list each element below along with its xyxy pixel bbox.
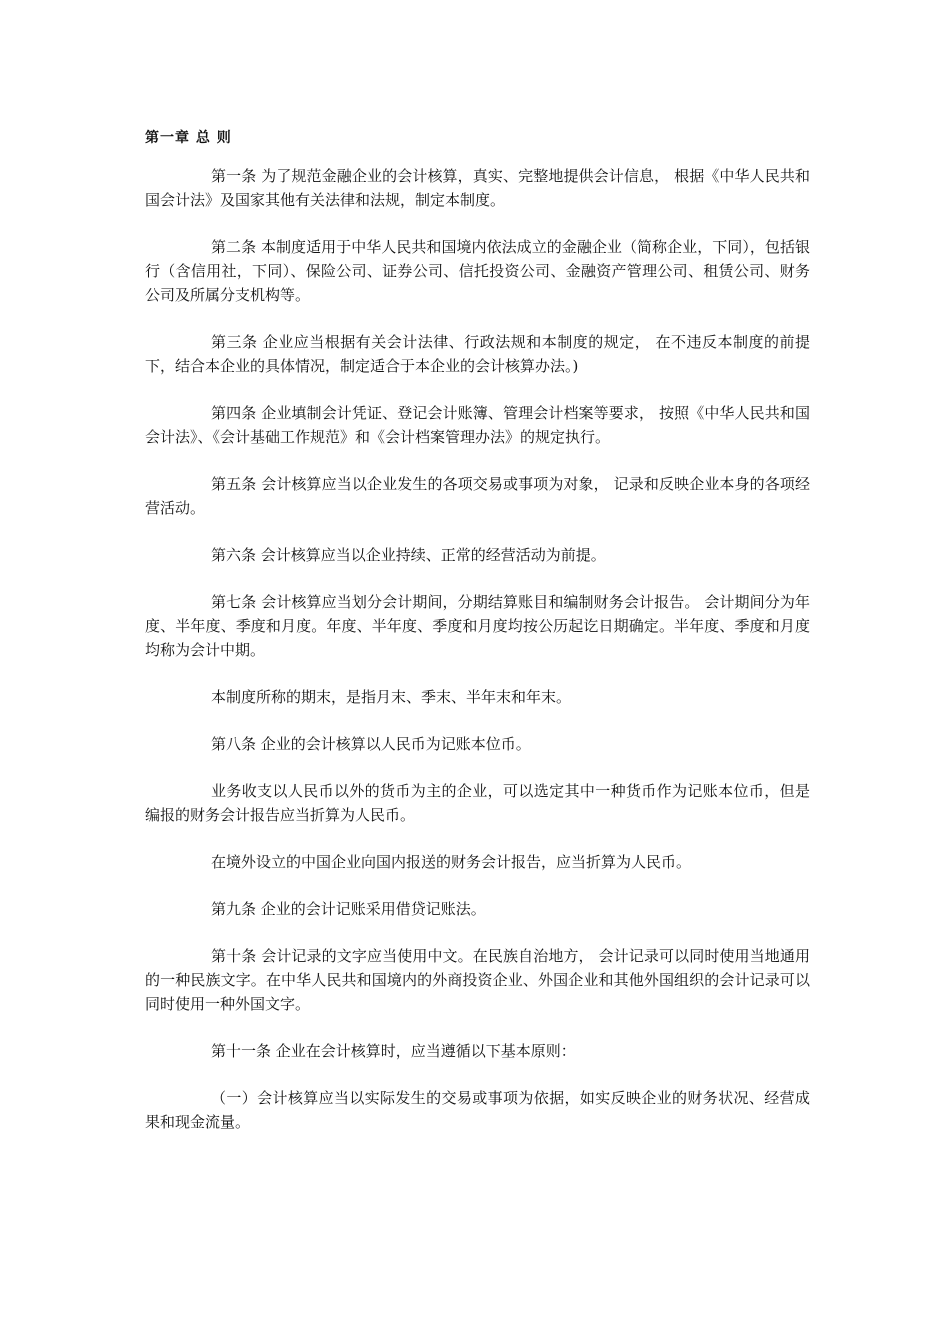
article-7-period-end: 本制度所称的期末，是指月末、季末、半年末和年末。 [211,688,572,706]
article-6: 第六条 会计核算应当以企业持续、正常的经营活动为前提。 [211,546,606,564]
article-11: 第十一条 企业在会计核算时，应当遵循以下基本原则： [211,1042,576,1060]
article-5: 第五条 会计核算应当以企业发生的各项交易或事项为对象， 记录和反映企业本身的各项经营活动。 [145,475,810,517]
chapter-title: 第一章 总 则 [145,130,232,146]
article-4: 第四条 企业填制会计凭证、登记会计账簿、管理会计档案等要求， 按照《中华人民共和国会计法》、《会计基础工作规范》和《会计档案管理办法》的规定执行。 [145,404,810,446]
article-8-overseas: 在境外设立的中国企业向国内报送的财务会计报告，应当折算为人民币。 [211,853,692,871]
article-11-item-1: （一）会计核算应当以实际发生的交易或事项为依据，如实反映企业的财务状况、经营成果和现金流量。 [145,1089,810,1131]
article-1: 第一条 为了规范金融企业的会计核算，真实、完整地提供会计信息， 根据《中华人民共和国会计法》及国家其他有关法律和法规，制定本制度。 [145,167,810,209]
document-body [145,126,810,1134]
article-8: 第八条 企业的会计核算以人民币为记账本位币。 [211,735,531,753]
article-8-foreign-currency: 业务收支以人民币以外的货币为主的企业，可以选定其中一种货币作为记账本位币，但是编报的财务会计报告应当折算为人民币。 [145,782,810,824]
article-7: 第七条 会计核算应当划分会计期间，分期结算账目和编制财务会计报告。 会计期间分为年度、半年度、季度和月度。年度、半年度、季度和月度均按公历起讫日期确定。半年度、季度和月度均称为会计中期。 [145,593,810,659]
article-3: 第三条 企业应当根据有关会计法律、行政法规和本制度的规定， 在不违反本制度的前提下，结合本企业的具体情况，制定适合于本企业的会计核算办法。) [145,333,810,375]
article-9: 第九条 企业的会计记账采用借贷记账法。 [211,900,486,918]
article-2: 第二条 本制度适用于中华人民共和国境内依法成立的金融企业（简称企业，下同），包括银行（含信用社，下同）、保险公司、证券公司、信托投资公司、金融资产管理公司、租赁公司、财务公司及所属分支机构等。 [145,238,810,304]
article-10: 第十条 会计记录的文字应当使用中文。在民族自治地方， 会计记录可以同时使用当地通用的一种民族文字。在中华人民共和国境内的外商投资企业、外国企业和其他外国组织的会计记录可以同时使用一种外国文字。 [145,947,810,1013]
